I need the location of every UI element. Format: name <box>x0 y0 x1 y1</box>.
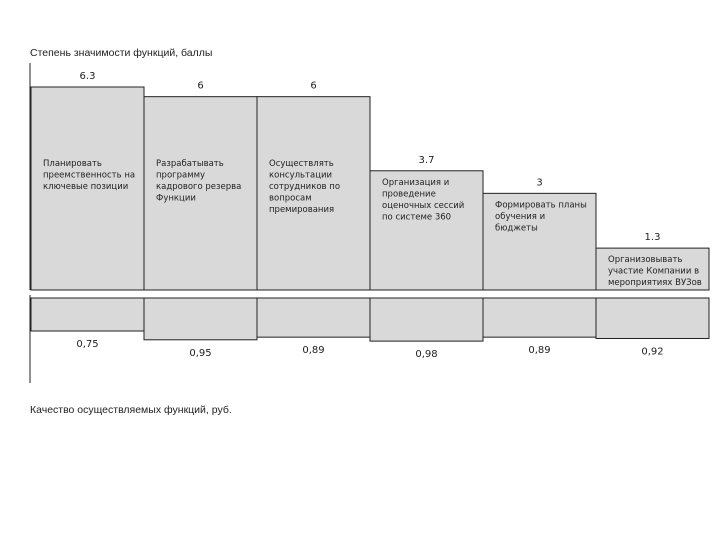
top-category-label-line: Разрабатывать <box>156 159 224 169</box>
top-category-label-line: Осуществлять <box>269 159 334 169</box>
top-category-label-line: участие Компании в <box>608 266 700 277</box>
top-category-label-line: проведение <box>382 189 436 200</box>
top-category-label-line: Формировать планы <box>495 200 587 211</box>
top-category-label-line: премирования <box>269 205 335 215</box>
bottom-bar <box>483 298 596 337</box>
top-category-label-line: кадрового резерва <box>156 182 242 192</box>
top-category-label-line: Организация и <box>382 177 450 188</box>
bottom-bar <box>370 298 483 341</box>
top-value-label: 6 <box>310 80 317 92</box>
top-category-label-line: Организовывать <box>608 255 683 266</box>
top-category-label-line: ключевые позиции <box>43 182 129 192</box>
bottom-chart-bars <box>31 298 709 360</box>
top-category-label-line: консультации <box>269 170 333 181</box>
bottom-value-label: 0,89 <box>302 345 325 357</box>
top-category-label-line: оценочных сессий <box>382 200 465 211</box>
bottom-bar <box>257 298 370 337</box>
top-category-label-line: Планировать <box>43 159 102 169</box>
top-category-label-line: обучения и <box>495 211 546 222</box>
top-category-label-line: мероприятиях ВУЗов <box>608 278 702 289</box>
bottom-bar <box>31 298 144 331</box>
top-category-label-line: по системе 360 <box>382 212 452 223</box>
bottom-bar <box>144 298 257 340</box>
top-category-label-line: вопросам <box>269 193 312 204</box>
bottom-value-label: 0,92 <box>641 346 664 358</box>
bottom-value-label: 0,98 <box>415 349 438 361</box>
bottom-chart-title: Качество осуществляемых функций, руб. <box>30 404 232 416</box>
top-category-label-line: бюджеты <box>495 223 538 234</box>
top-category-label-line: сотрудников по <box>269 182 341 192</box>
top-value-label: 6.3 <box>79 71 96 82</box>
bottom-value-label: 0,95 <box>189 347 212 359</box>
top-chart-bars <box>31 71 709 290</box>
top-category-label-line: Функции <box>156 193 196 204</box>
top-chart-title: Степень значимости функций, баллы <box>30 47 213 59</box>
bottom-bar <box>596 298 709 338</box>
top-category-label-line: программу <box>156 170 206 181</box>
top-value-label: 6 <box>197 80 204 92</box>
top-value-label: 1.3 <box>644 232 661 244</box>
bottom-value-label: 0,89 <box>528 345 551 357</box>
top-value-label: 3 <box>536 177 543 189</box>
bottom-value-label: 0,75 <box>76 339 99 350</box>
top-value-label: 3.7 <box>418 154 435 166</box>
top-category-label <box>269 159 340 215</box>
top-category-label-line: преемственность на <box>43 170 136 181</box>
